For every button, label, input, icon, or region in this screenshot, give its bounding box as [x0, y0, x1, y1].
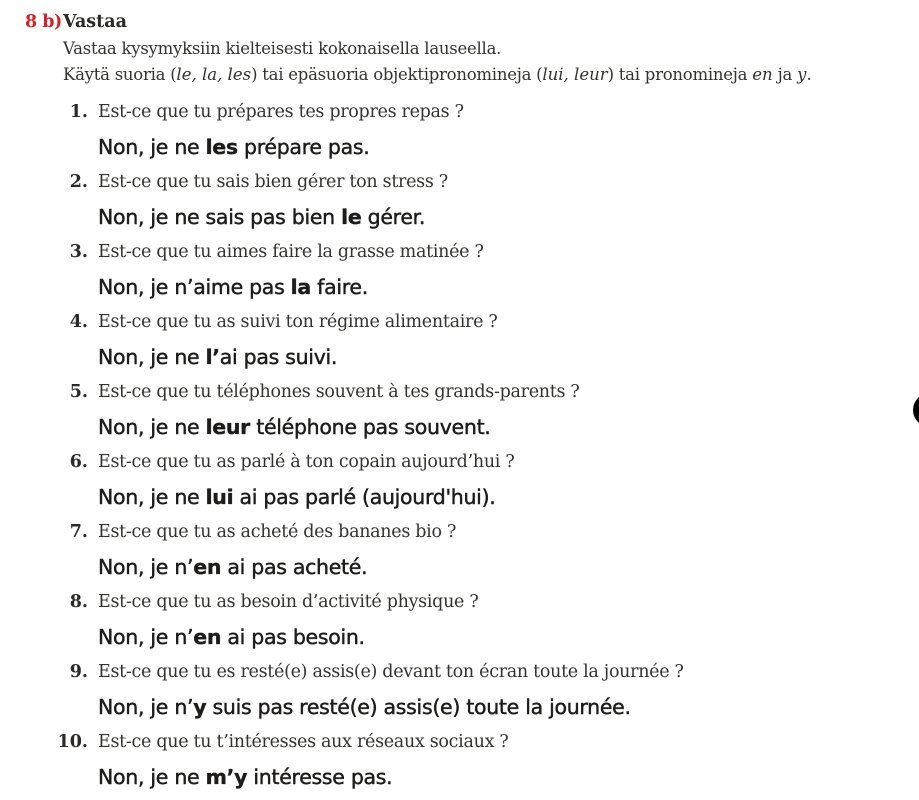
- item-number: 5.: [69, 382, 88, 402]
- exercise-number: 8 b): [25, 12, 62, 32]
- exercise-item: [69, 240, 919, 310]
- exercise-item: [69, 450, 919, 520]
- answer-text: Non, je n’en ai pas besoin.: [98, 625, 365, 649]
- answer-text: Non, je ne leur téléphone pas souvent.: [98, 415, 491, 439]
- exercise-item: [57, 730, 919, 800]
- exercise-header: [0, 9, 919, 88]
- item-number: 6.: [69, 452, 88, 472]
- question-line: [69, 450, 919, 474]
- exercise-item: [69, 100, 919, 170]
- exercise-item: [69, 380, 919, 450]
- exercise-title: Vastaa: [63, 12, 127, 32]
- item-number: 8.: [69, 592, 88, 612]
- question-text: Est-ce que tu as suivi ton régime alimentaire ?: [98, 312, 498, 332]
- exercise-list: [0, 100, 919, 800]
- question-line: [69, 660, 919, 684]
- item-number: 4.: [69, 312, 88, 332]
- answer-text: Non, je n’aime pas la faire.: [98, 275, 368, 299]
- answer-text: Non, je ne lui ai pas parlé (aujourd'hui).: [98, 485, 496, 509]
- question-line: [69, 170, 919, 194]
- question-text: Est-ce que tu aimes faire la grasse matinée ?: [98, 242, 484, 262]
- question-text: Est-ce que tu as parlé à ton copain aujourd’hui ?: [98, 452, 515, 472]
- question-text: Est-ce que tu téléphones souvent à tes grands-parents ?: [98, 382, 580, 402]
- item-number: 1.: [69, 102, 88, 122]
- exercise-item: [69, 170, 919, 240]
- exercise-item: [69, 660, 919, 730]
- exercise-item: [69, 520, 919, 590]
- item-number: 2.: [69, 172, 88, 192]
- question-line: [69, 100, 919, 124]
- item-number: 9.: [69, 662, 88, 682]
- answer-text: Non, je ne l’ai pas suivi.: [98, 345, 338, 369]
- item-number: 10.: [57, 732, 88, 752]
- question-text: Est-ce que tu sais bien gérer ton stress ?: [98, 172, 448, 192]
- question-line: [69, 240, 919, 264]
- answer-text: Non, je n’en ai pas acheté.: [98, 555, 368, 579]
- item-number: 3.: [69, 242, 88, 262]
- question-text: Est-ce que tu t’intéresses aux réseaux sociaux ?: [98, 732, 509, 752]
- question-text: Est-ce que tu as besoin d’activité physique ?: [98, 592, 479, 612]
- item-number: 7.: [69, 522, 88, 542]
- instruction-line-1: Vastaa kysymyksiin kielteisesti kokonaisella lauseella.: [63, 39, 502, 58]
- question-line: [69, 520, 919, 544]
- question-text: Est-ce que tu prépares tes propres repas ?: [98, 102, 464, 122]
- answer-text: Non, je ne m’y intéresse pas.: [98, 765, 393, 789]
- question-text: Est-ce que tu es resté(e) assis(e) devant ton écran toute la journée ?: [98, 662, 684, 682]
- exercise-item: [69, 590, 919, 660]
- answer-text: Non, je ne sais pas bien le gérer.: [98, 205, 426, 229]
- question-line: [69, 590, 919, 614]
- question-line: [69, 380, 919, 404]
- question-line: [57, 730, 919, 754]
- answer-text: Non, je ne les prépare pas.: [98, 135, 370, 159]
- exercise-item: [69, 310, 919, 380]
- question-line: [69, 310, 919, 334]
- answer-text: Non, je n’y suis pas resté(e) assis(e) toute la journée.: [98, 695, 631, 719]
- question-text: Est-ce que tu as acheté des bananes bio ?: [98, 522, 457, 542]
- instruction-line-2: Käytä suoria (le, la, les) tai epäsuoria objektipronomineja (lui, leur) tai pronomineja en ja y.: [63, 65, 812, 84]
